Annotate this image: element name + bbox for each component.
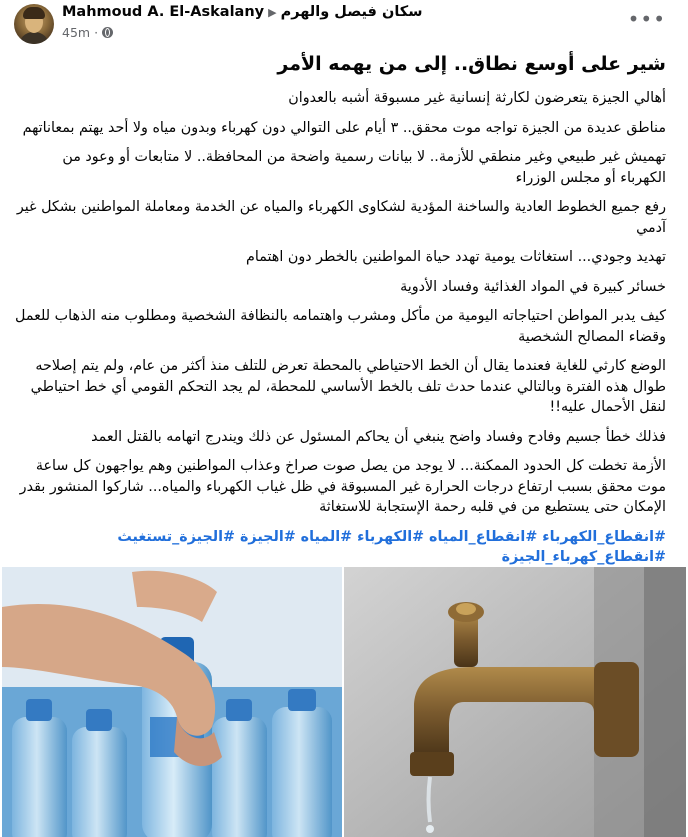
- post-paragraph: خسائر كبيرة في المواد الغذائية وفساد الأدوية: [400, 278, 666, 295]
- post-paragraph: كيف يدبر المواطن احتياجاته اليومية من مأكل ومشرب واهتمامه بالنظافة الشخصية ومطلوب منه الذهاب للعمل وقضاء المصالح الشخصية: [15, 308, 666, 345]
- post-hashtags[interactable]: #انقطاع_الكهرباء #انقطاع_المياه #الكهرباء #المياه #الجيزة #الجيزة_تستغيث #انقطاع_كهرباء_الجيزة: [117, 528, 666, 565]
- post-paragraph: أهالي الجيزة يتعرضون لكارثة إنسانية غير مسبوقة أشبه بالعدوان: [288, 90, 666, 106]
- post-paragraph: الوضع كارثي للغاية فعندما يقال أن الخط الاحتياطي بالمحطة تعرض للتلف منذ أكثر من عام، ولم يتم إصلاحه طوال هذه الفترة وبالتالي عندما حدث تلف بالخط الأساسي للمحطة، لم يجد التحكم القومي أي خط احتياطي لنقل الأحمال عليه!!: [30, 358, 666, 415]
- globe-icon[interactable]: [102, 27, 113, 38]
- post-paragraph: فذلك خطأ جسيم وفادح وفساد واضح ينبغي أن يحاكم المسئول عن ذلك ويندرج اتهامه بالقتل العمد: [91, 428, 666, 445]
- meta-dot: ·: [94, 25, 99, 40]
- post-paragraph: تهديد وجودي... استغاثات يومية تهدد حياة المواطنين بالخطر دون اهتمام: [246, 249, 666, 265]
- post-body: [14, 50, 666, 568]
- caret-right-icon: ▶: [268, 5, 277, 19]
- post-time[interactable]: 45m: [62, 25, 91, 40]
- group-name[interactable]: سكان فيصل والهرم: [280, 4, 423, 20]
- water-bottles-illustration: [2, 567, 342, 837]
- author-avatar[interactable]: [14, 4, 54, 44]
- post-paragraph: تهميش غير طبيعي وغير منطقي للأزمة.. لا بيانات رسمية واضحة من المحافظة.. لا متابعات أو وعود من الكهرباء أو مجلس الوزراء: [62, 149, 666, 186]
- post-title: شير على أوسع نطاق.. إلى من يهمه الأمر: [277, 53, 666, 75]
- more-options-icon[interactable]: •••: [627, 7, 666, 31]
- post-paragraph: رفع جميع الخطوط العادية والساخنة المؤدية لشكاوى الكهرباء والمياه عن الخدمة ومعاملة المواطنين بشكل غير آدمي: [16, 199, 666, 236]
- photo-water-bottles[interactable]: [2, 567, 342, 837]
- post-meta: [62, 25, 113, 40]
- post-paragraph: مناطق عديدة من الجيزة تواجه موت محقق.. ٣ أيام على التوالي دون كهرباء وبدون مياه ولا أحد يهتم بمعاناتهم: [22, 119, 666, 136]
- author-line: [62, 4, 422, 20]
- post-photos: [0, 565, 688, 837]
- post-header: [0, 0, 688, 46]
- photo-rusty-faucet[interactable]: [344, 567, 686, 837]
- post-paragraph: الأزمة تخطت كل الحدود الممكنة... لا يوجد من يصل صوت صراخ وعذاب المواطنين وهم يواجهون كل ساعة موت محقق بسبب ارتفاع درجات الحرارة غير المسبوقة في ظل غياب الكهرباء والمياه... شاركوا المنشور بقدر الإمكان حتى يستطيع من في قلبه رحمة الإستجابة للاستغاثة: [19, 458, 666, 515]
- rusty-faucet-illustration: [344, 567, 686, 837]
- author-name[interactable]: Mahmoud A. El-Askalany: [62, 4, 265, 20]
